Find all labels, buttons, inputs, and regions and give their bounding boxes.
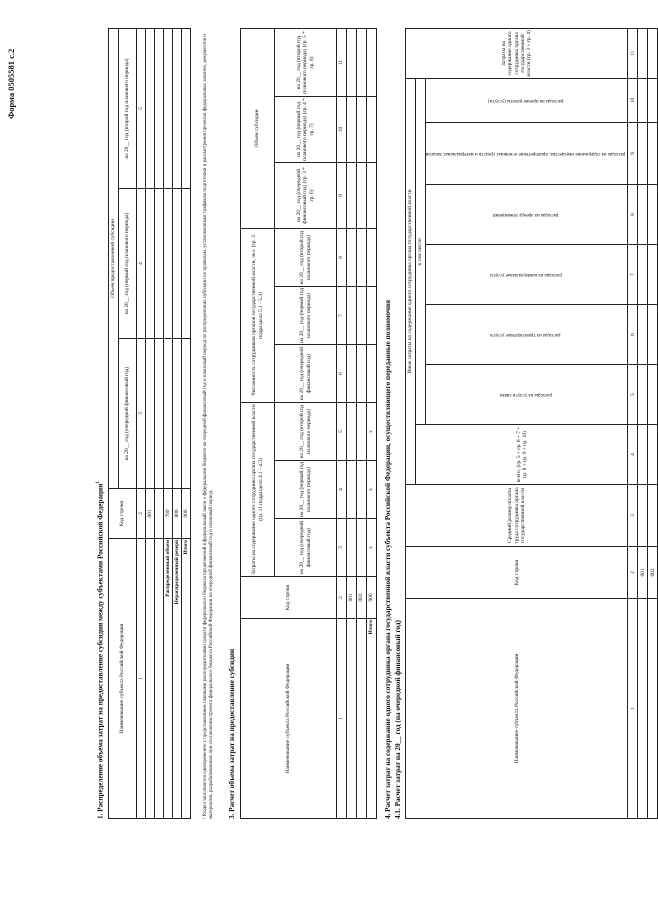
s1-header-code: Код строки <box>109 489 137 539</box>
s4-header-total: всего, (гр. 5 + гр. 6 + 7 + гр. 8 + гр. 9 + гр. 10) <box>416 425 628 485</box>
s4-header-name: Наименование субъекта Российской Федерации <box>406 599 628 819</box>
table-row <box>155 28 164 818</box>
s1-total-reserve: Нераспределенный резерв 800 <box>173 28 182 818</box>
table-row: 001 <box>638 28 648 818</box>
s4-header-c9: расходы на содержание имущества, приобретение основных средств и материальных запасов <box>426 151 626 157</box>
s4-header-avg-salary: Средний размер оплаты труда сотрудника органа государственной власти <box>406 485 628 547</box>
section4-title: 4. Расчет затрат на содержание одного сотрудника органа государственной власти субъекта Российской Федерации, осуществляющего переданные полномочия <box>384 299 392 819</box>
s1-header-name: Наименование субъекта Российской Федерации <box>109 539 137 819</box>
section4-table <box>405 28 658 819</box>
s1-header-year2: на 20__ год (первый год планового периода) <box>119 189 137 339</box>
section3-table: Наименование субъекта Российской Федерации Код строки Затраты на содержание одного сотрудника органа государственной власти (гр. 11 подраздела 4.1 - 4.3) Численность сотрудников органов государственной власти, чел. (гр. 3 подраздела 5.1 - 5.3) Объем субсидии на 20__ год (очередной финансовый год) на 20__ год (первый год планового периода) на 20__ год (второй год планового периода) на 20__ год (очередной финансовый год) на 20__ год (первый год планового периода) на 20__ год (второй год планового периода) на 20__ год (очередной финансовый год) (гр. 3 * гр. 6) на 20__ год (первый год планового периода) (гр. 4 * гр. 7) на 20__ год (второй год планового периода) (гр. 5 * гр. 8) 1 2 3 4 5 6 7 8 9 10 11 001 002 Итого 900 x x x <box>240 28 377 819</box>
s3-header-volume: Объем субсидии <box>241 29 275 229</box>
table-row: 001 <box>146 28 155 818</box>
s3-total-row: Итого 900 x x x <box>367 29 377 819</box>
s1-number-row: 1 2 3 4 5 <box>137 28 146 818</box>
s4-header-other: Иные затраты на содержание одного сотрудника органа государственной власти <box>406 78 416 484</box>
section1-footnote: ¹ Раздел заполняется одновременно с представлением главными распорядителями средств федерального бюджета предложений в федеральный закон о федеральном бюджете на очередной финансовый год и плановый период по распределению субсидии по правилам, установленным графиком подготовки и рассмотрения проектов федеральных законов, документов и материалов, разрабатываемых при составлении проекта федерального бюджета Российской Федерации на очередной финансовый год и плановый период. <box>203 34 214 819</box>
s3-number-row: 1 2 3 4 5 6 7 8 9 10 11 <box>337 29 347 819</box>
section1-title: 1. Распределение объема затрат на предоставление субсидии между субъектами Российской Федерации$^1$ <box>96 481 105 819</box>
s3-header-cost: Затраты на содержание одного сотрудника органа государственной власти (гр. 11 подраздела 4.1 - 4.3) <box>241 403 275 577</box>
s4-number-row: 1 2 3 4 5 6 7 8 9 10 11 <box>628 28 638 818</box>
s4-header-in-that: в том числе: <box>416 78 426 424</box>
s4-header-c10: расходы на прочие работы (услуги) <box>487 98 564 104</box>
s3-header-name: Наименование субъекта Российской Федерации <box>241 619 337 819</box>
s4-header-code: Код строки <box>406 547 628 599</box>
section4-subtitle: 4.1. Расчет затрат на 20__ год (на очередной финансовый год) <box>394 620 402 819</box>
s3-header-staff: Численность сотрудников органов государственной власти, чел. (гр. 3 подраздела 5.1 - 5.3) <box>241 229 275 403</box>
s1-header-year1: на 20__ год (очередной финансовый год) <box>119 339 137 489</box>
table-row: 002 <box>648 28 658 818</box>
s1-header-year3: на 20__ год (второй год планового периода) <box>119 28 137 188</box>
table-row: 001 <box>347 29 357 819</box>
s1-header-volume: Объем предоставленной субсидии <box>109 28 119 488</box>
s4-header-cost: Затраты на содержание одного сотрудника органа государственной власти (гр. 3 + гр. 4) <box>406 28 628 78</box>
s4-header-c6: расходы на транспортные услуги <box>490 332 561 338</box>
table-row: 002 <box>357 29 367 819</box>
s4-header-c8: расходы на аренду помещений <box>492 212 559 218</box>
s4-header-c5: расходы на услуги связи <box>499 392 552 398</box>
section1-table <box>108 28 191 819</box>
s3-header-code: Код строки <box>241 577 337 619</box>
s1-total-distributed: Распределенный объем 700 <box>164 28 173 818</box>
s1-total: Итого 900 <box>182 28 191 818</box>
s4-header-c7: расходы на коммунальные услуги <box>489 272 562 278</box>
form-number: Форма 0505581 с.2 <box>6 48 16 119</box>
section3-title: 3. Расчет объема затрат на предоставление субсидии <box>228 648 236 819</box>
